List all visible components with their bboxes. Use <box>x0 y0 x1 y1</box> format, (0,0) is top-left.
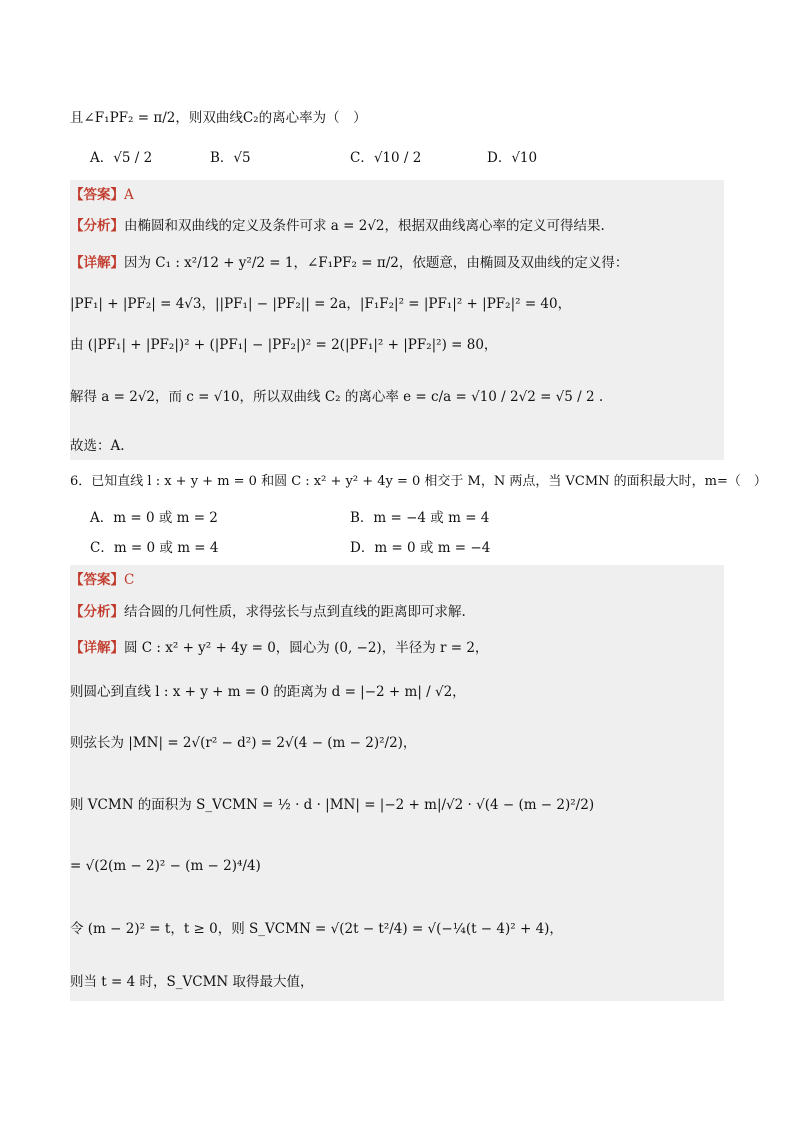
q6-option-a: A．m = 0 或 m = 2 <box>90 510 218 526</box>
analysis-tag: 【分析】 <box>70 604 124 620</box>
q6-detail-3: 则弦长为 |MN| = 2√(r² − d²) = 2√(4 − (m − 2)²/2)， <box>70 735 417 751</box>
q5-conclusion: 故选：A. <box>70 438 125 454</box>
q5-option-c: C．√10 / 2 <box>350 150 422 166</box>
q6-option-b: B．m = −4 或 m = 4 <box>350 510 490 526</box>
q5-detail-1 <box>70 253 628 273</box>
q5-option-a: A．√5 / 2 <box>90 150 153 166</box>
q5-option-b: B．√5 <box>210 150 251 166</box>
q5-option-d: D．√10 <box>487 150 538 166</box>
answer-tag: 【答案】 <box>70 572 124 588</box>
q5-detail-2: |PF₁| + |PF₂| = 4√3，||PF₁| − |PF₂|| = 2a，|F₁F₂|² = |PF₁|² + |PF₂|² = 40， <box>70 296 572 312</box>
q5-answer <box>70 185 134 205</box>
q6-detail-5: = √(2(m − 2)² − (m − 2)⁴/4) <box>70 858 261 874</box>
answer-tag: 【答案】 <box>70 187 124 203</box>
analysis-text: 由椭圆和双曲线的定义及条件可求 a = 2√2，根据双曲线离心率的定义可得结果. <box>124 218 605 234</box>
detail-tag: 【详解】 <box>70 255 124 271</box>
q6-detail-4: 则 VCMN 的面积为 S_VCMN = ½ · d · |MN| = |−2 + m|/√2 · √(4 − (m − 2)²/2) <box>70 797 595 813</box>
q6-detail-1 <box>70 638 488 658</box>
q5-stem-tail: 且∠F₁PF₂ = π/2，则双曲线C₂的离心率为（ ） <box>70 110 367 126</box>
detail-text: 因为 C₁ : x²/12 + y²/2 = 1，∠F₁PF₂ = π/2，依题意，由椭圆及双曲线的定义得： <box>124 255 629 271</box>
analysis-text: 结合圆的几何性质，求得弦长与点到直线的距离即可求解. <box>124 604 466 620</box>
q6-analysis <box>70 602 466 622</box>
answer-value: A <box>124 187 134 203</box>
q6-stem: 6．已知直线 l : x + y + m = 0 和圆 C : x² + y² + 4y = 0 相交于 M，N 两点，当 VCMN 的面积最大时，m=（ ） <box>70 474 767 489</box>
analysis-tag: 【分析】 <box>70 218 124 234</box>
detail-tag: 【详解】 <box>70 640 124 656</box>
q6-detail-2: 则圆心到直线 l : x + y + m = 0 的距离为 d = |−2 + m| / √2， <box>70 684 466 700</box>
q5-detail-4: 解得 a = 2√2，而 c = √10，所以双曲线 C₂ 的离心率 e = c/a = √10 / 2√2 = √5 / 2 . <box>70 389 604 405</box>
q6-detail-6: 令 (m − 2)² = t，t ≥ 0，则 S_VCMN = √(2t − t²/4) = √(−¼(t − 4)² + 4)， <box>70 921 563 937</box>
detail-text: 圆 C : x² + y² + 4y = 0，圆心为 (0, −2)，半径为 r = 2， <box>124 640 489 656</box>
answer-value: C <box>124 572 135 588</box>
q5-analysis <box>70 216 605 236</box>
q6-detail-7: 则当 t = 4 时，S_VCMN 取得最大值， <box>70 974 314 990</box>
q6-option-d: D．m = 0 或 m = −4 <box>350 540 491 556</box>
q6-answer <box>70 570 134 590</box>
q5-detail-3: 由 (|PF₁| + |PF₂|)² + (|PF₁| − |PF₂|)² = 2(|PF₁|² + |PF₂|²) = 80， <box>70 337 498 353</box>
q6-option-c: C．m = 0 或 m = 4 <box>90 540 219 556</box>
